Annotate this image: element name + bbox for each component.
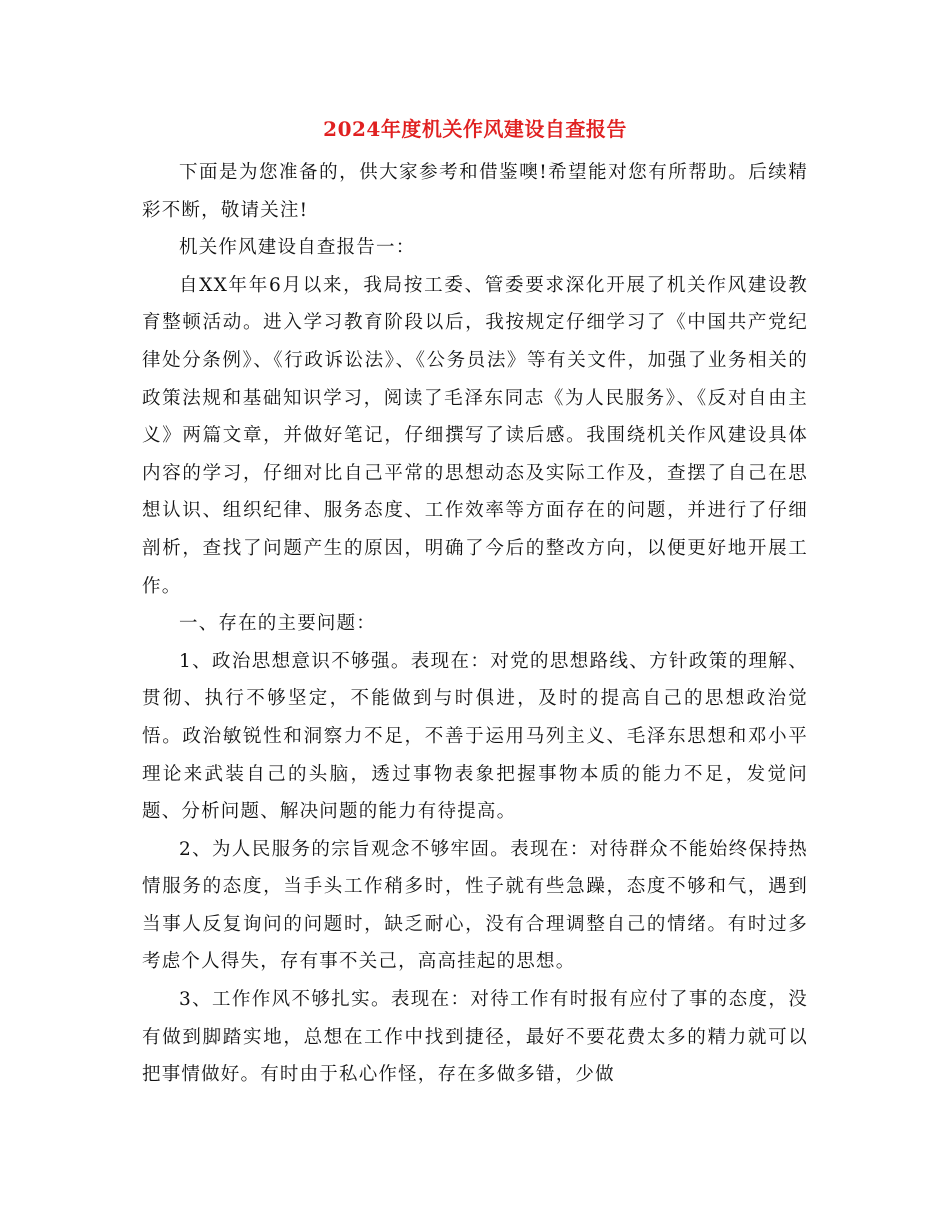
paragraph-section-heading: 一、存在的主要问题： (179, 613, 377, 635)
paragraph-report-heading: 机关作风建设自查报告一： (179, 237, 416, 259)
paragraph-issue-1: 1、政治思想意识不够强。表现在：对党的思想路线、方针政策的理解、贯彻、执行不够坚定，不能做到与时俱进，及时的提高自己的思想政治觉悟。政治敏锐性和洞察力不足，不善于运用马列主义、毛泽东思想和邓小平理论来武装自己的头脑，透过事物表象把握事物本质的能力不足，发觉问题、分析问题、解决问题的能力有待提高。 (142, 650, 808, 823)
paragraph-overview: 自XX年年6月以来，我局按工委、管委要求深化开展了机关作风建设教育整顿活动。进入学习教育阶段以后，我按规定仔细学习了《中国共产党纪律处分条例》、《行政诉讼法》、《公务员法》等有关文件，加强了业务相关的政策法规和基础知识学习，阅读了毛泽东同志《为人民服务》、《反对自由主义》两篇文章，并做好笔记，仔细撰写了读后感。我围绕机关作风建设具体内容的学习，仔细对比自己平常的思想动态及实际工作及，查摆了自己在思想认识、组织纪律、服务态度、工作效率等方面存在的问题，并进行了仔细剖析，查找了问题产生的原因，明确了今后的整改方向，以便更好地开展工作。 (142, 274, 808, 597)
document-body (142, 154, 808, 1094)
paragraph-issue-3: 3、工作作风不够扎实。表现在：对待工作有时报有应付了事的态度，没有做到脚踏实地，总想在工作中找到捷径，最好不要花费太多的精力就可以把事情做好。有时由于私心作怪，存在多做多错，少做 (142, 989, 808, 1086)
paragraph-intro: 下面是为您准备的，供大家参考和借鉴噢!希望能对您有所帮助。后续精彩不断，敬请关注! (142, 162, 808, 221)
document-title: 2024年度机关作风建设自查报告 (323, 117, 627, 141)
paragraph-issue-2: 2、为人民服务的宗旨观念不够牢固。表现在：对待群众不能始终保持热情服务的态度，当手头工作稍多时，性子就有些急躁，态度不够和气，遇到当事人反复询问的问题时，缺乏耐心，没有合理调整自己的情绪。有时过多考虑个人得失，存有事不关己，高高挂起的思想。 (142, 838, 808, 973)
